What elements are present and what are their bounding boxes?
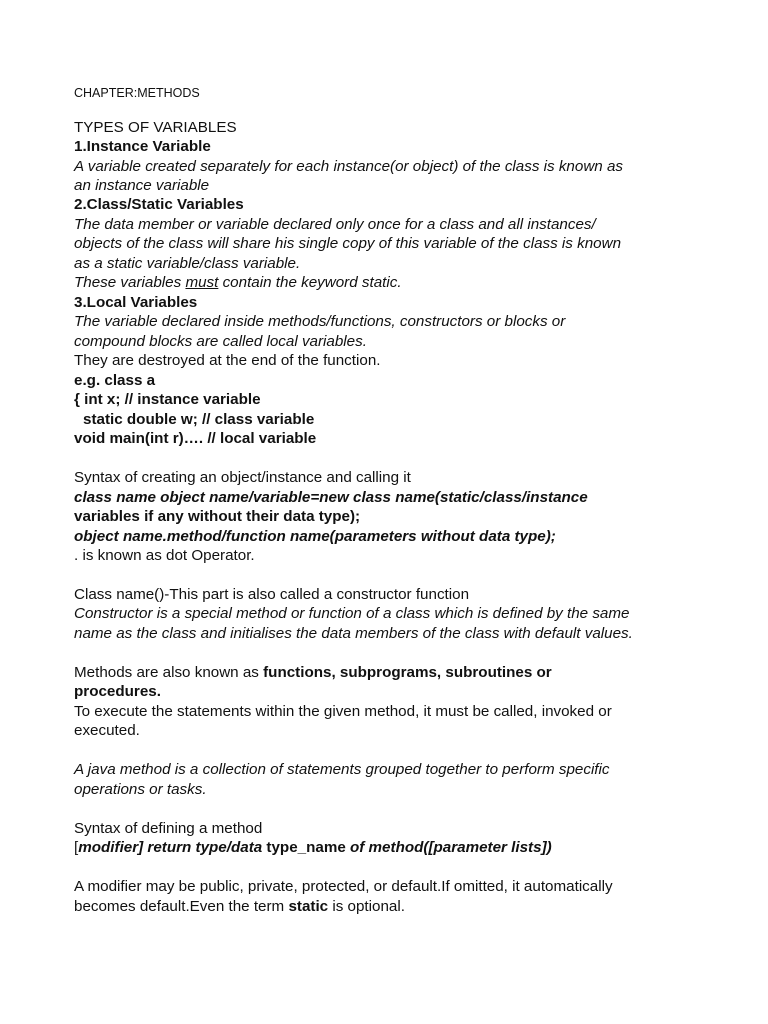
example-line-4: void main(int r)…. // local variable — [74, 430, 317, 447]
define-syntax-line — [74, 838, 552, 858]
define-syntax-part-1: modifier] return type/data — [78, 839, 263, 856]
java-method-definition-line-2: operations or tasks. — [74, 781, 207, 798]
dot-operator-note: . is known as dot Operator. — [74, 547, 255, 564]
instance-definition-line-2: an instance variable — [74, 177, 210, 194]
example-line-3: static double w; // class variable — [83, 411, 315, 428]
static-keyword-note — [74, 273, 402, 293]
constructor-definition-line-1: Constructor is a special method or function of a class which is defined by the same — [74, 605, 630, 622]
modifier-line-2-suffix: is optional. — [328, 898, 405, 915]
local-definition-line-1: The variable declared inside methods/functions, constructors or blocks or — [74, 313, 566, 330]
local-destroyed-note: They are destroyed at the end of the function. — [74, 352, 381, 369]
object-syntax-line-2: variables if any without their data type); — [74, 508, 361, 525]
instance-definition-line-1: A variable created separately for each instance(or object) of the class is known as — [74, 158, 623, 175]
local-variable-heading: 3.Local Variables — [74, 294, 198, 311]
static-note-prefix: These variables — [74, 274, 186, 291]
methods-known-as-line-1 — [74, 663, 552, 683]
modifier-static-term: static — [288, 898, 329, 915]
execute-statement-line-1: To execute the statements within the given method, it must be called, invoked or — [74, 703, 612, 720]
instance-variable-heading: 1.Instance Variable — [74, 138, 211, 155]
methods-known-terms: functions, subprograms, subroutines or — [263, 664, 552, 681]
static-definition-line-1: The data member or variable declared only once for a class and all instances/ — [74, 216, 596, 233]
methods-known-prefix: Methods are also known as — [74, 664, 264, 681]
define-syntax-bracket: [ — [74, 839, 79, 856]
static-variable-heading: 2.Class/Static Variables — [74, 196, 244, 213]
methods-known-as-line-2: procedures. — [74, 683, 161, 700]
object-syntax-heading: Syntax of creating an object/instance and calling it — [74, 469, 411, 486]
define-syntax-part-3: of method([parameter lists]) — [350, 839, 552, 856]
static-definition-line-2: objects of the class will share his single copy of this variable of the class is known — [74, 235, 622, 252]
modifier-line-2 — [74, 897, 405, 917]
constructor-heading: Class name()-This part is also called a constructor function — [74, 586, 470, 603]
java-method-definition-line-1: A java method is a collection of statements grouped together to perform specific — [74, 761, 610, 778]
example-line-1: e.g. class a — [74, 372, 156, 389]
execute-statement-line-2: executed. — [74, 722, 140, 739]
object-syntax-line-3: object name.method/function name(parameters without data type); — [74, 528, 556, 545]
constructor-definition-line-2: name as the class and initialises the data members of the class with default values. — [74, 625, 633, 642]
define-syntax-part-2: type_name — [262, 839, 350, 856]
local-definition-line-2: compound blocks are called local variables. — [74, 333, 367, 350]
chapter-header: CHAPTER:METHODS — [74, 86, 200, 100]
modifier-line-1: A modifier may be public, private, protected, or default.If omitted, it automatically — [74, 878, 613, 895]
modifier-line-2-prefix: becomes default.Even the term — [74, 898, 289, 915]
static-note-must: must — [185, 274, 219, 291]
example-line-2: { int x; // instance variable — [74, 391, 261, 408]
object-syntax-line-1: class name object name/variable=new class name(static/class/instance — [74, 489, 588, 506]
static-definition-line-3: as a static variable/class variable. — [74, 255, 301, 272]
types-heading: TYPES OF VARIABLES — [74, 119, 237, 136]
static-note-suffix: contain the keyword static. — [218, 274, 402, 291]
define-syntax-heading: Syntax of defining a method — [74, 820, 263, 837]
